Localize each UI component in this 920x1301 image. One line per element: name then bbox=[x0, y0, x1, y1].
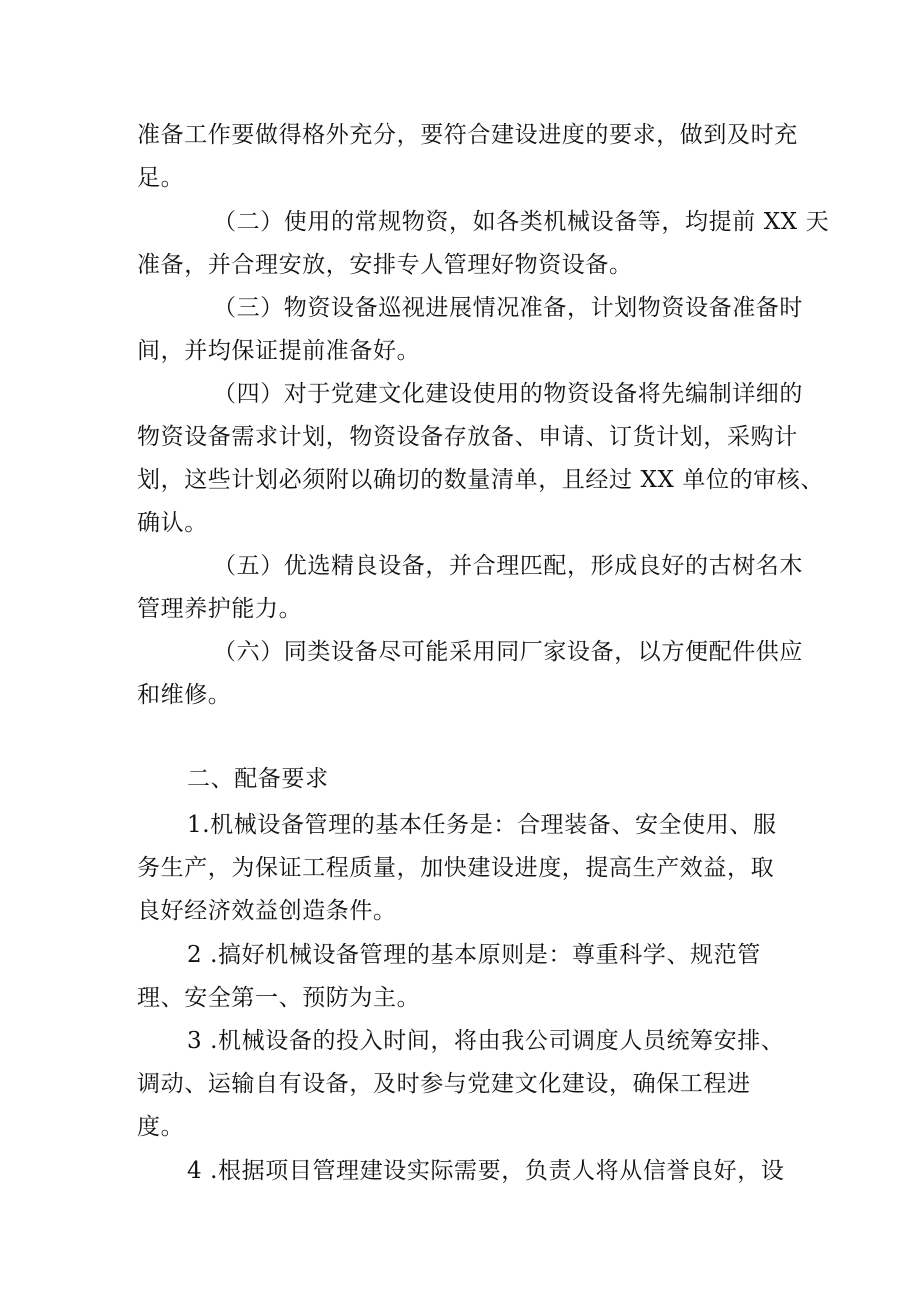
paragraph-line: （四）对于党建文化建设使用的物资设备将先编制详细的 bbox=[213, 381, 803, 407]
paragraph-line: 足。 bbox=[137, 165, 185, 191]
paragraph-line: 确认。 bbox=[137, 510, 208, 536]
paragraph-line: 1.机械设备管理的基本任务是：合理装备、安全使用、服 bbox=[187, 812, 777, 838]
paragraph-line: （五）优选精良设备，并合理匹配，形成良好的古树名木 bbox=[213, 553, 803, 579]
paragraph-line: 务生产，为保证工程质量，加快建设进度，提高生产效益，取 bbox=[137, 855, 775, 881]
paragraph-line: 间，并均保证提前准备好。 bbox=[137, 338, 421, 364]
paragraph-line: 准备工作要做得格外充分，要符合建设进度的要求，做到及时充 bbox=[137, 122, 798, 148]
paragraph-line: 3 .机械设备的投入时间，将由我公司调度人员统筹安排、 bbox=[187, 1028, 785, 1054]
paragraph-line: （二）使用的常规物资，如各类机械设备等，均提前 XX 天 bbox=[213, 209, 830, 235]
paragraph-line: 物资设备需求计划，物资设备存放备、申请、订货计划，采购计 bbox=[137, 424, 798, 450]
paragraph-line: 良好经济效益创造条件。 bbox=[137, 898, 397, 924]
paragraph-line: 管理养护能力。 bbox=[137, 596, 303, 622]
paragraph-line: 准备，并合理安放，安排专人管理好物资设备。 bbox=[137, 252, 633, 278]
paragraph-line: （三）物资设备巡视进展情况准备，计划物资设备准备时 bbox=[213, 295, 803, 321]
paragraph-line: 和维修。 bbox=[137, 682, 232, 708]
paragraph-line: 度。 bbox=[137, 1114, 185, 1140]
paragraph-line: （六）同类设备尽可能采用同厂家设备，以方便配件供应 bbox=[213, 639, 803, 665]
paragraph-line: 2 .搞好机械设备管理的基本原则是：尊重科学、规范管 bbox=[187, 942, 761, 968]
paragraph-line: 理、安全第一、预防为主。 bbox=[137, 985, 421, 1011]
section-heading: 二、配备要求 bbox=[187, 766, 329, 792]
paragraph-line: 划，这些计划必须附以确切的数量清单，且经过 XX 单位的审核、 bbox=[137, 467, 824, 493]
paragraph-line: 4 .根据项目管理建设实际需要，负责人将从信誉良好，设 bbox=[187, 1158, 785, 1184]
paragraph-line: 调动、运输自有设备，及时参与党建文化建设，确保工程进 bbox=[137, 1071, 751, 1097]
